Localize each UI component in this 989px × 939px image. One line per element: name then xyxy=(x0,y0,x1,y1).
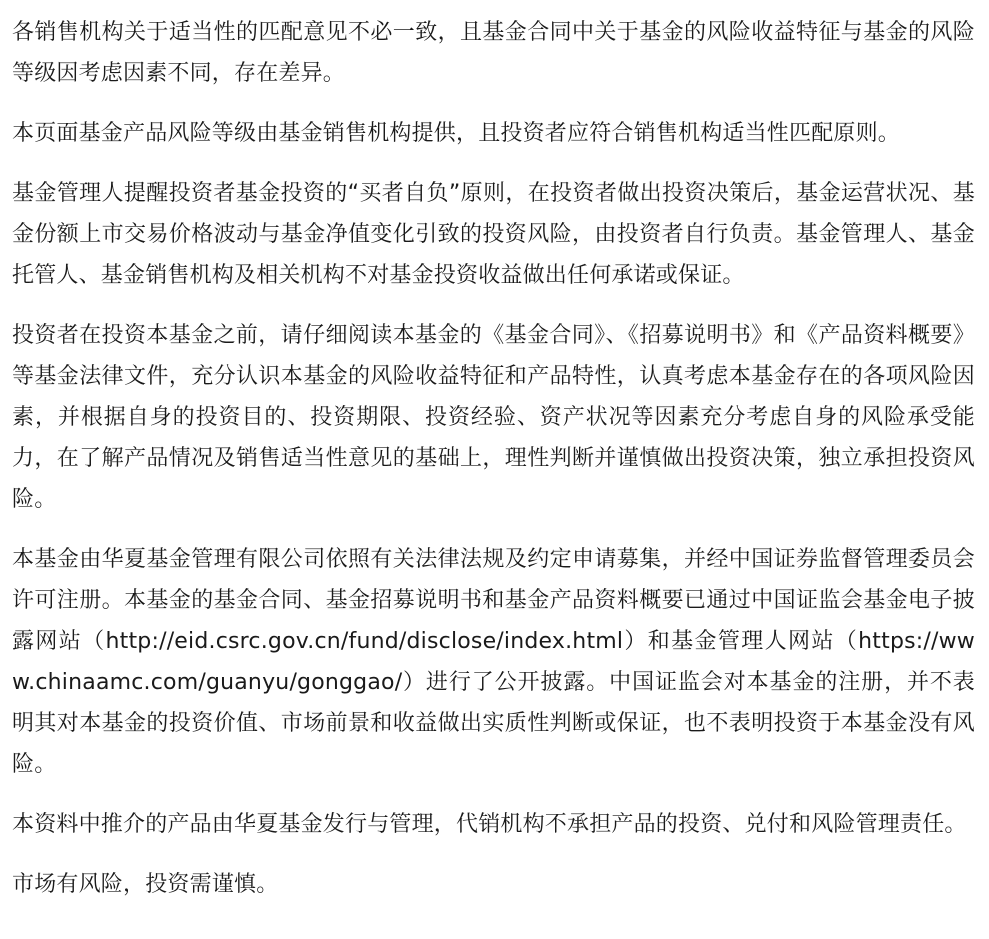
paragraph-risk-level: 本页面基金产品风险等级由基金销售机构提供，且投资者应符合销售机构适当性匹配原则。 xyxy=(12,121,901,146)
paragraph-registration: 本基金由华夏基金管理有限公司依照有关法律法规及约定申请募集，并经中国证券监督管理委员会许可注册。本基金的基金合同、基金招募说明书和基金产品资料概要已通过中国证监会基金电子披露网站（http://eid.csrc.gov.cn/fund/disclose/index.html）和基金管理人网站（https://www.chinaamc.com/guanyu/gonggao/）进行了公开披露。中国证监会对本基金的注册，并不表明其对本基金的投资价值、市场前景和收益做出实质性判断或保证，也不表明投资于本基金没有风险。 xyxy=(12,547,975,777)
paragraph-suitability: 各销售机构关于适当性的匹配意见不必一致，且基金合同中关于基金的风险收益特征与基金的风险等级因考虑因素不同，存在差异。 xyxy=(12,20,975,86)
paragraph-buyer-beware: 基金管理人提醒投资者基金投资的“买者自负”原则，在投资者做出投资决策后，基金运营状况、基金份额上市交易价格波动与基金净值变化引致的投资风险，由投资者自行负责。基金管理人、基金托管人、基金销售机构及相关机构不对基金投资收益做出任何承诺或保证。 xyxy=(12,181,975,288)
paragraph-read-documents: 投资者在投资本基金之前，请仔细阅读本基金的《基金合同》、《招募说明书》和《产品资料概要》等基金法律文件，充分认识本基金的风险收益特征和产品特性，认真考虑本基金存在的各项风险因素，并根据自身的投资目的、投资期限、投资经验、资产状况等因素充分考虑自身的风险承受能力，在了解产品情况及销售适当性意见的基础上，理性判断并谨慎做出投资决策，独立承担投资风险。 xyxy=(12,323,975,512)
paragraph-market-risk: 市场有风险，投资需谨慎。 xyxy=(12,872,279,897)
paragraph-distributor: 本资料中推介的产品由华夏基金发行与管理，代销机构不承担产品的投资、兑付和风险管理责任。 xyxy=(12,812,967,837)
